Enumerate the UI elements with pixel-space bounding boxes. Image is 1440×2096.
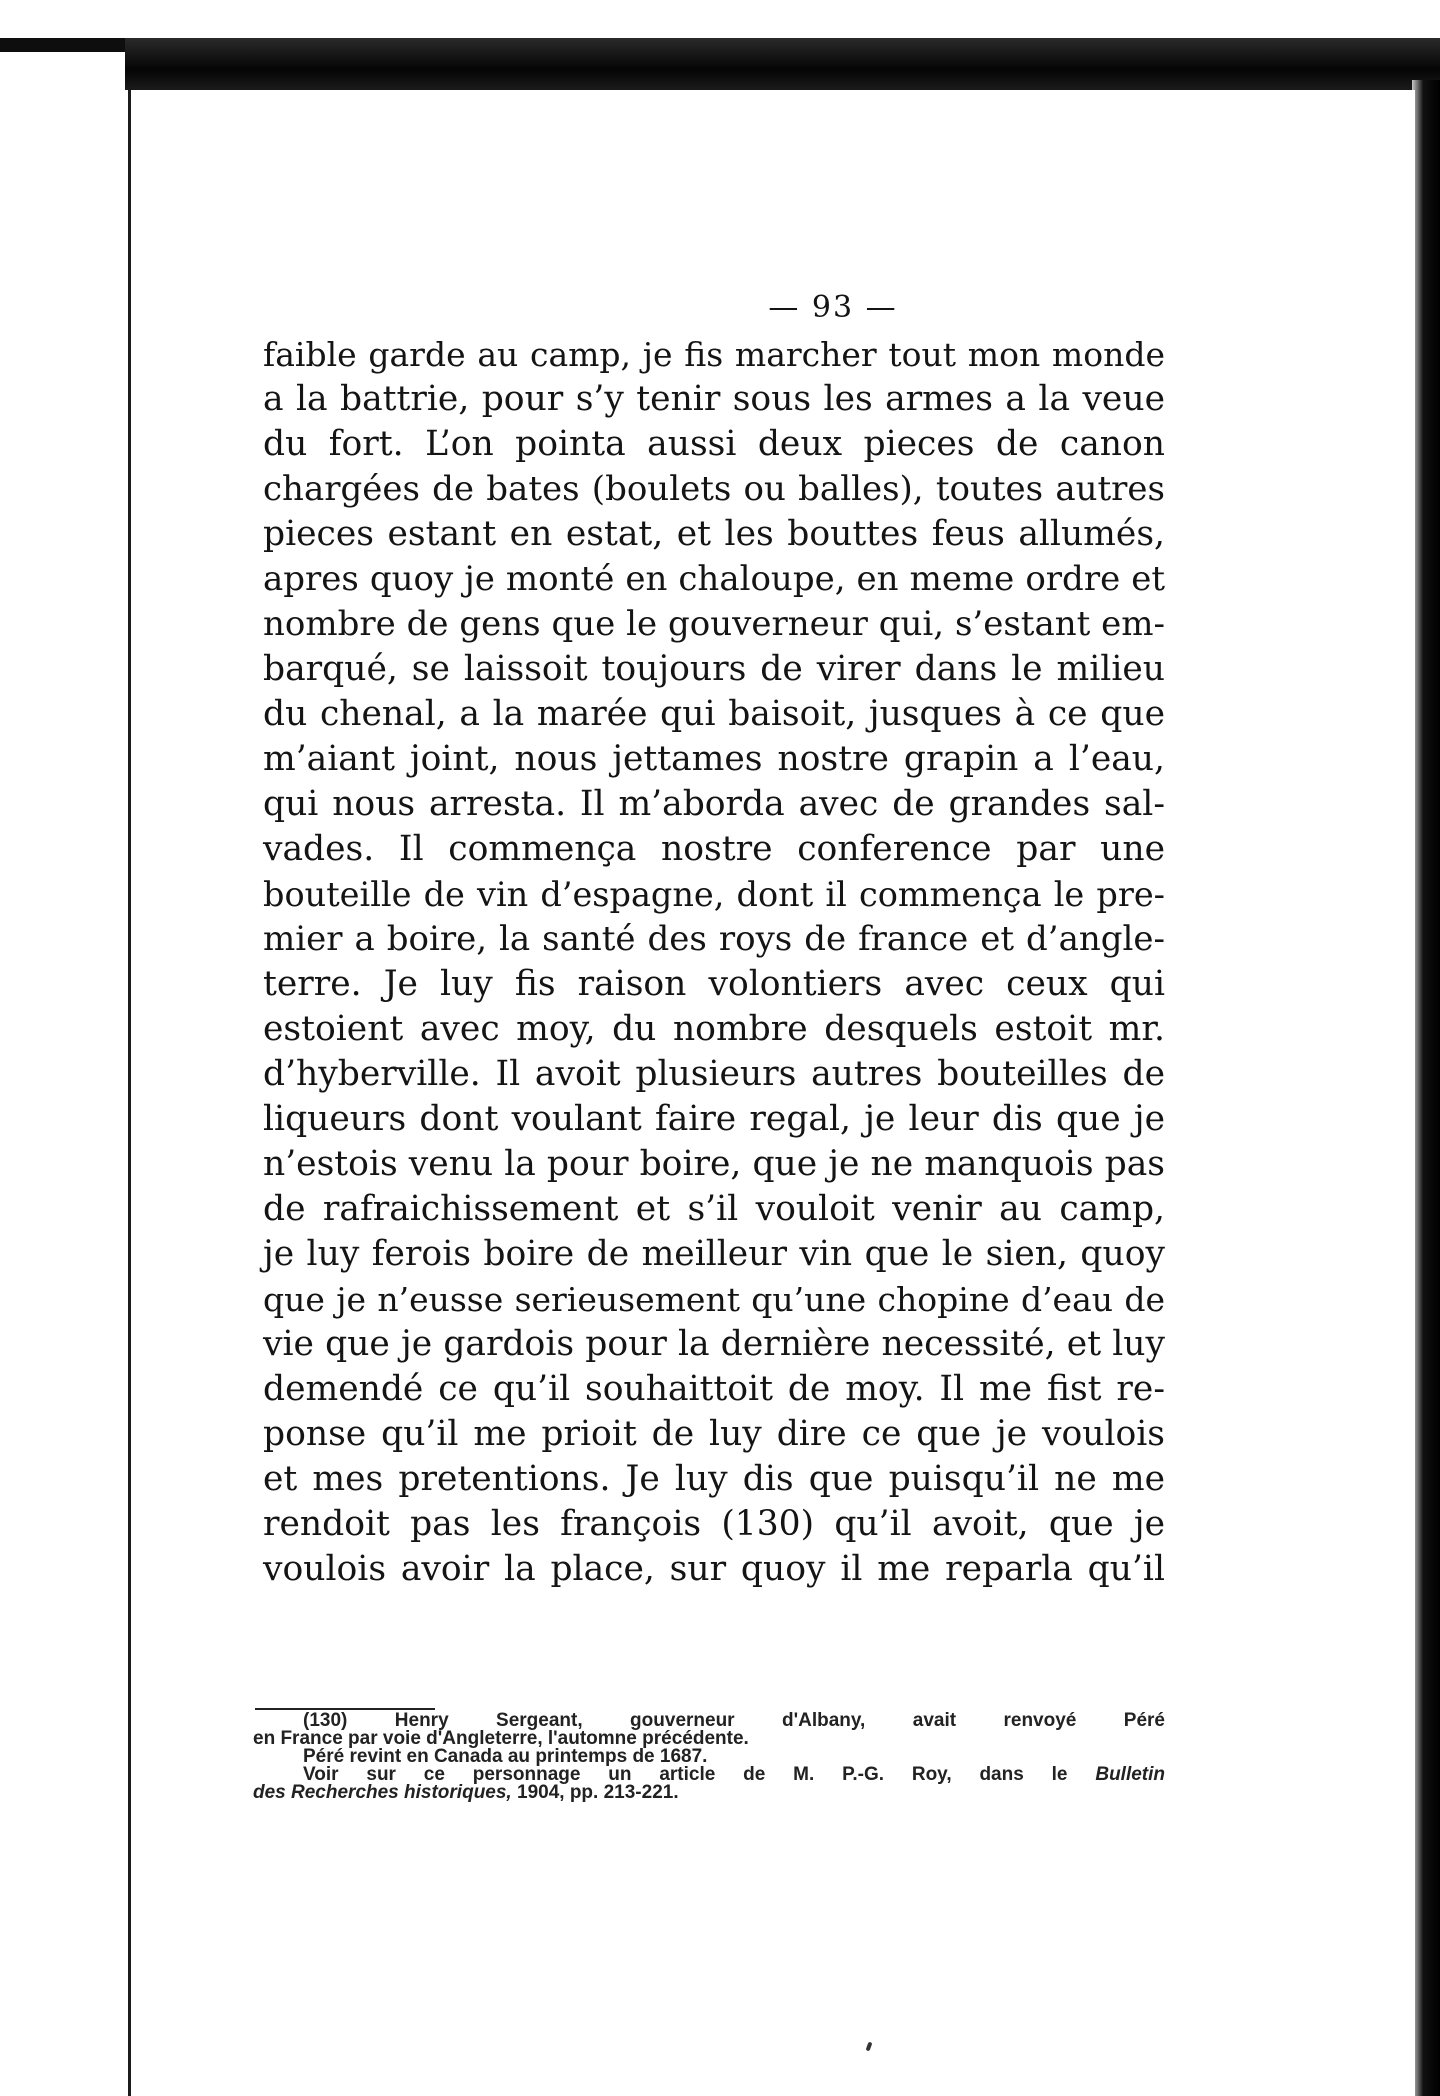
scan-edge-right (1412, 80, 1440, 2096)
text-line: a la battrie, pour s’y tenir sous les armes a la veue (263, 379, 1165, 419)
text-line: voulois avoir la place, sur quoy il me reparla qu’il (263, 1549, 1165, 1589)
footnote-text: Voir sur ce personnage un article de M. P.-G. Roy, dans le (303, 1764, 1068, 1785)
text-line: faible garde au camp, je fis marcher tout mon monde (263, 335, 1165, 374)
page-number-text: — 93 — (768, 290, 898, 325)
page-number (191, 290, 1440, 325)
text-line: vie que je gardois pour la dernière necessité, et luy (263, 1324, 1165, 1364)
text-line: m’aiant joint, nous jettames nostre grapin a l’eau, (263, 739, 1165, 779)
footnote-line (253, 1784, 1165, 1802)
text-line: ponse qu’il me prioit de luy dire ce que je voulois (263, 1414, 1165, 1454)
footnote-text: 1904, pp. 213-221. (517, 1782, 679, 1803)
text-line: terre. Je luy fis raison volontiers avec ceux qui (263, 964, 1165, 1004)
scan-edge-top-left (0, 38, 140, 52)
text-line: n’estois venu la pour boire, que je ne manquois pas (263, 1144, 1165, 1184)
text-line: liqueurs dont voulant faire regal, je leur dis que je (263, 1099, 1165, 1139)
text-line: et mes pretentions. Je luy dis que puisqu’il ne me (263, 1459, 1165, 1499)
text-line: du chenal, a la marée qui baisoit, jusques à ce que (263, 694, 1165, 734)
text-line: pieces estant en estat, et les bouttes feus allumés, (263, 514, 1165, 554)
text-line: que je n’eusse serieusement qu’une chopine d’eau de (263, 1280, 1165, 1319)
text-line: bouteille de vin d’espagne, dont il commença le pre- (263, 875, 1165, 914)
text-line: du fort. L’on pointa aussi deux pieces de canon (263, 424, 1165, 464)
footnote-journal-title: Bulletin (1095, 1764, 1166, 1785)
text-line: demendé ce qu’il souhaittoit de moy. Il me fist re- (263, 1369, 1165, 1409)
body-text (263, 332, 1165, 1592)
footnote (253, 1712, 1165, 1802)
text-line: mier a boire, la santé des roys de france et d’angle- (263, 919, 1165, 959)
footnote-line: Péré revint en Canada au printemps de 1687. (303, 1746, 708, 1767)
scan-speck (866, 2042, 873, 2052)
text-line: chargées de bates (boulets ou balles), toutes autres (263, 469, 1165, 509)
text-line: d’hyberville. Il avoit plusieurs autres bouteilles de (263, 1054, 1165, 1094)
text-line: je luy ferois boire de meilleur vin que le sien, quoy (263, 1234, 1165, 1274)
footnote-journal-title: des Recherches historiques, (253, 1782, 512, 1803)
text-line: barqué, se laissoit toujours de virer dans le milieu (263, 649, 1165, 689)
text-line: estoient avec moy, du nombre desquels estoit mr. (263, 1009, 1165, 1049)
footnote-line: en France par voie d'Angleterre, l'automne précédente. (253, 1728, 749, 1749)
text-line: de rafraichissement et s’il vouloit venir au camp, (263, 1189, 1165, 1229)
footnote-line: (130) Henry Sergeant, gouverneur d'Albany, avait renvoyé Péré (303, 1710, 1165, 1731)
scan-edge-top (125, 38, 1440, 90)
scan-margin-left (0, 38, 125, 2096)
text-line: qui nous arresta. Il m’aborda avec de grandes sal- (263, 784, 1165, 824)
text-line: apres quoy je monté en chaloupe, en meme ordre et (263, 559, 1165, 599)
book-page (128, 90, 1415, 2096)
text-line: nombre de gens que le gouverneur qui, s’estant em- (263, 604, 1165, 644)
text-line: vades. Il commença nostre conference par une (263, 829, 1165, 869)
text-line: rendoit pas les françois (130) qu’il avoit, que je (263, 1504, 1165, 1544)
